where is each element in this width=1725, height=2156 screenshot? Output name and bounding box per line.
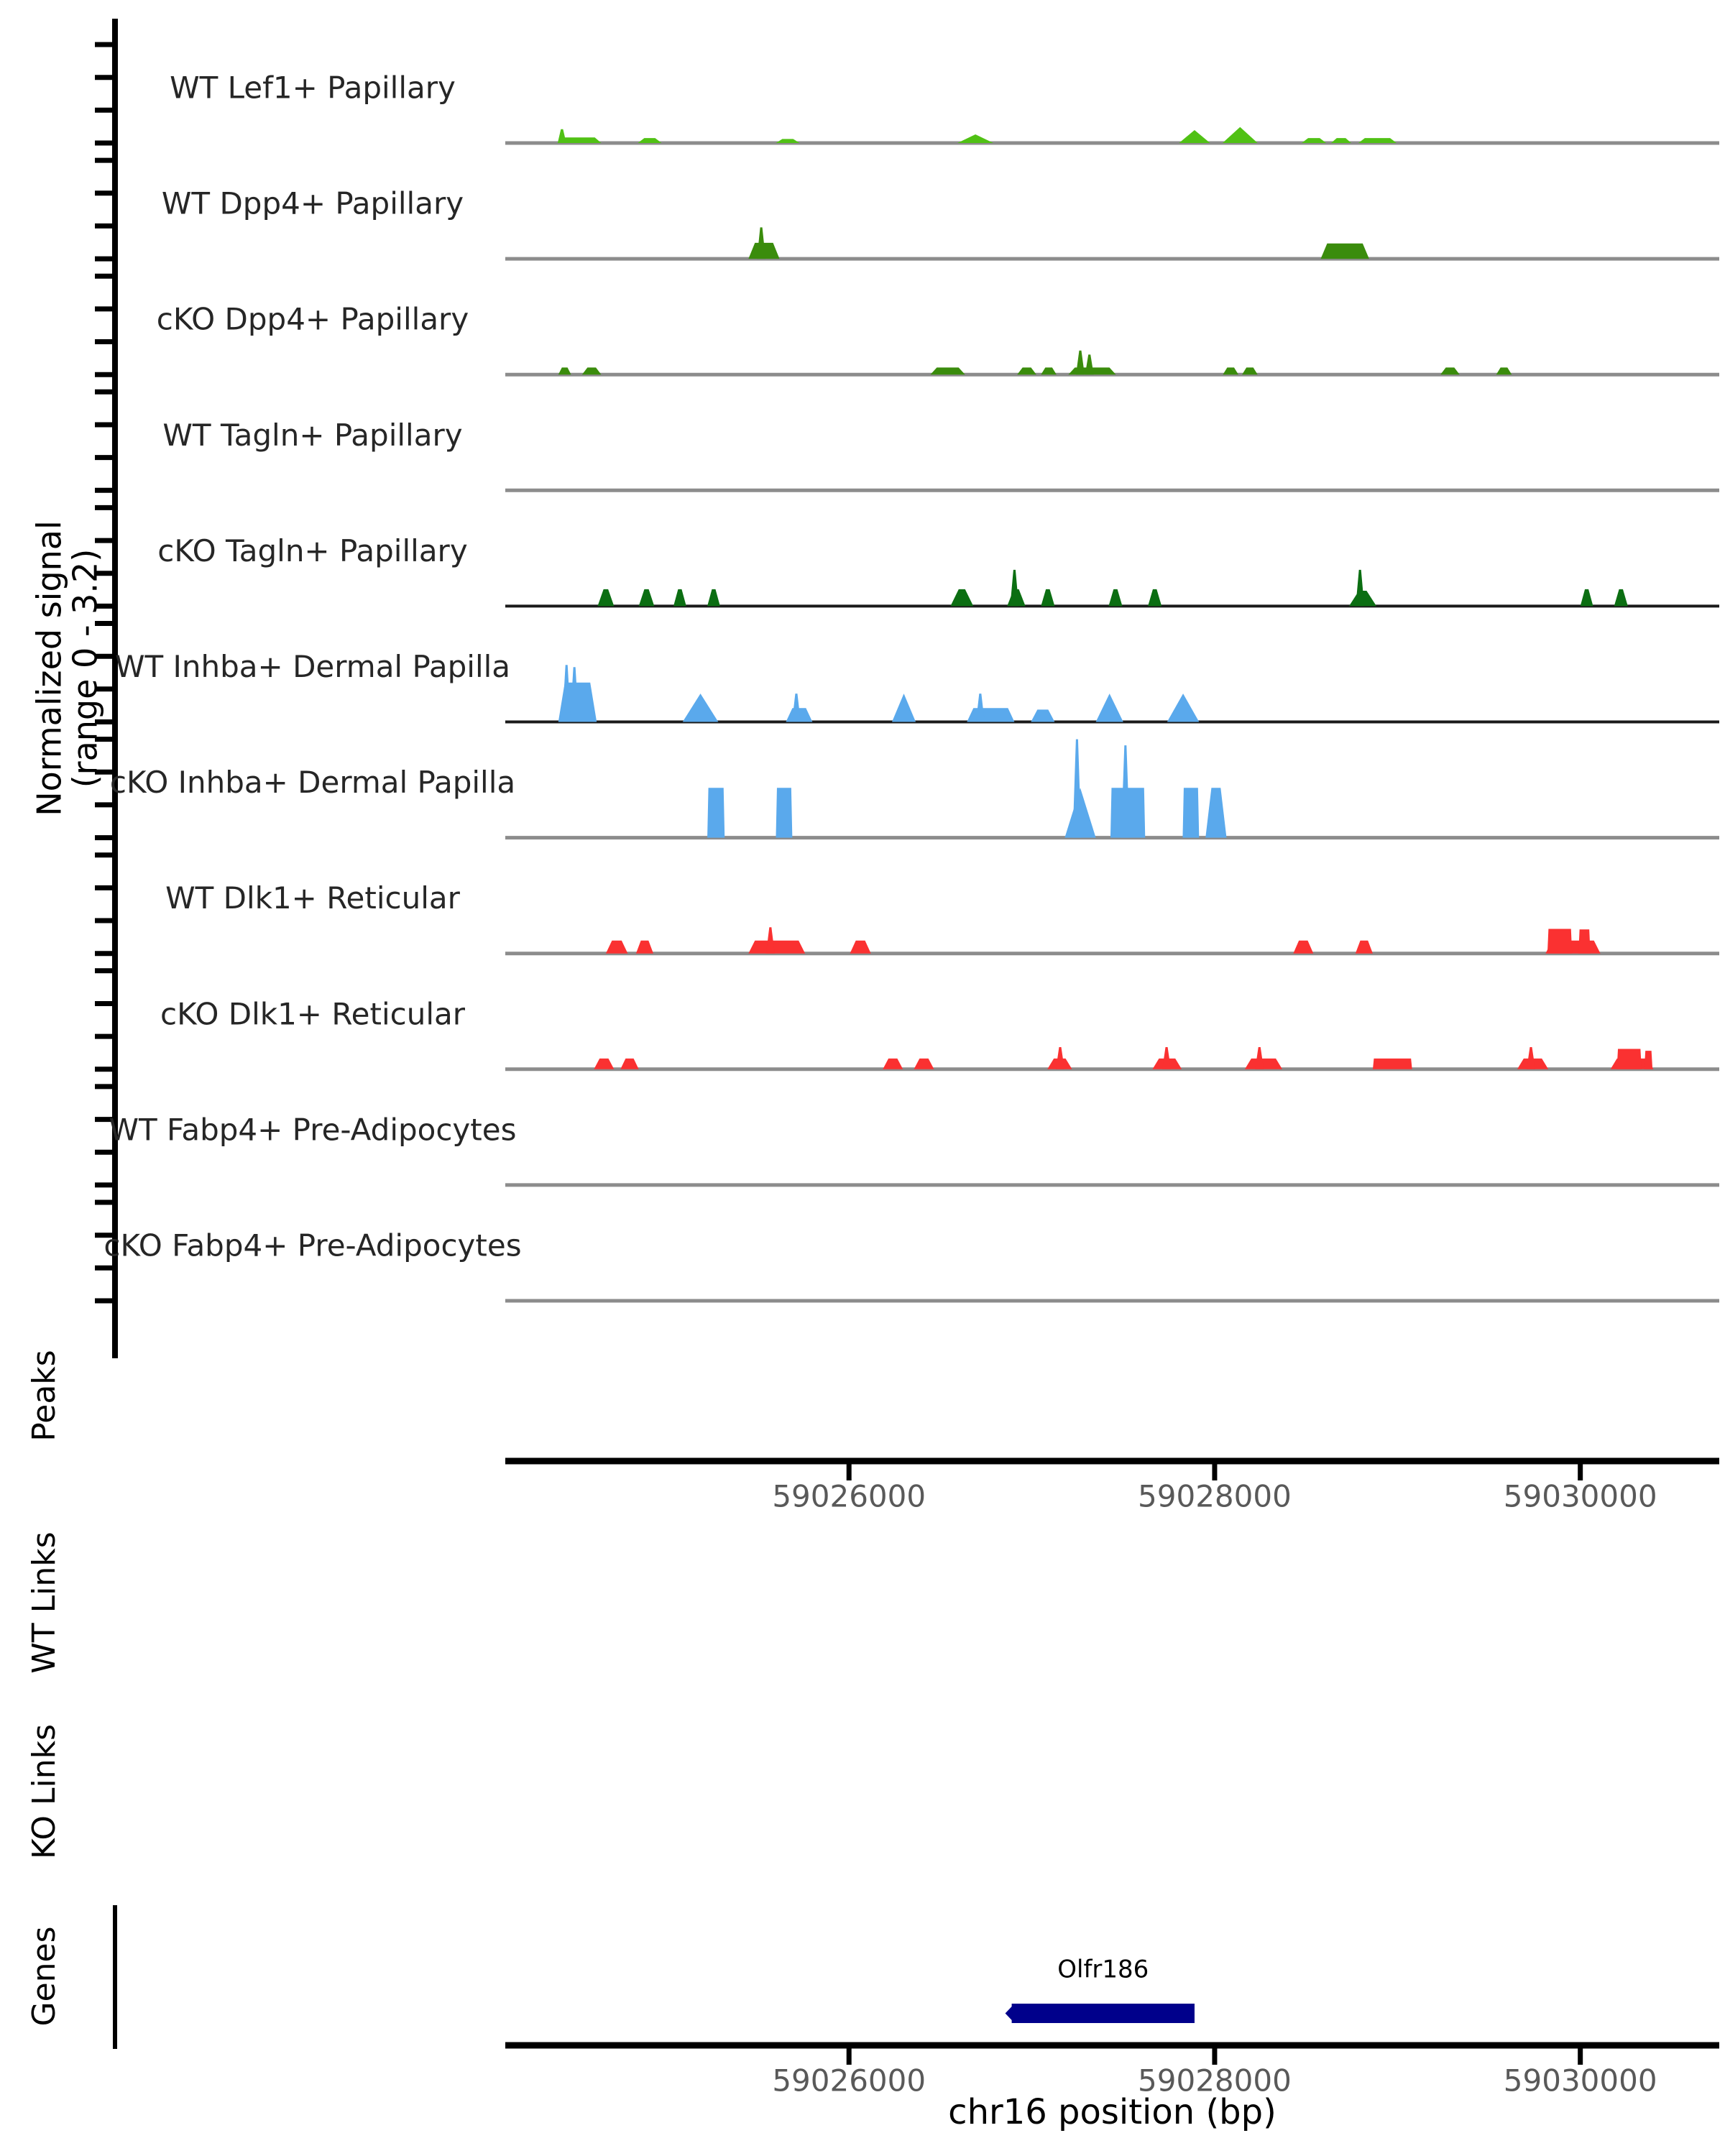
- signal-peak: [594, 1059, 614, 1069]
- signal-peak: [1148, 589, 1162, 607]
- bottom-axis-tick-label: 59030000: [1503, 2063, 1657, 2099]
- signal-peak: [1547, 929, 1572, 953]
- signal-peak-spike: [1162, 1047, 1171, 1069]
- signal-peak-spike: [1527, 1047, 1535, 1069]
- signal-peak: [1617, 1049, 1642, 1069]
- section-label-genes: Genes: [26, 1926, 63, 2027]
- y-axis-label-line2: (range 0 - 3.2): [65, 548, 105, 788]
- signal-peak: [707, 589, 720, 607]
- signal-peak: [1614, 589, 1628, 607]
- signal-peak: [776, 788, 792, 837]
- signal-peak: [883, 1059, 903, 1069]
- signal-peak: [776, 139, 799, 143]
- signal-peak-spike: [766, 927, 775, 953]
- signal-peak: [930, 367, 965, 374]
- gene-label: Olfr186: [1057, 1955, 1149, 1984]
- signal-peak-spike: [1072, 740, 1081, 838]
- signal-peak: [1373, 1059, 1412, 1069]
- signal-peak: [639, 589, 655, 607]
- signal-peak: [1245, 1059, 1282, 1069]
- signal-peak: [1302, 138, 1326, 143]
- signal-peak: [1644, 1051, 1652, 1069]
- signal-peak-spike: [1010, 570, 1018, 607]
- signal-peak: [1223, 127, 1258, 143]
- track-label: cKO Fabp4+ Pre-Adipocytes: [104, 1227, 522, 1263]
- track-label: cKO Inhba+ Dermal Papilla: [109, 765, 516, 801]
- signal-peak-spike: [976, 694, 985, 722]
- signal-peak: [1496, 367, 1512, 374]
- signal-peak: [597, 589, 614, 607]
- signal-peak: [1017, 367, 1036, 374]
- section-label-peaks: Peaks: [26, 1350, 63, 1442]
- signal-peak-spike: [1255, 1047, 1264, 1069]
- peaks-axis-tick-label: 59030000: [1503, 1478, 1657, 1514]
- signal-peak: [957, 134, 993, 143]
- signal-peak: [707, 788, 724, 837]
- signal-peak-spike: [1085, 354, 1094, 374]
- bottom-axis-tick-label: 59028000: [1138, 2063, 1292, 2099]
- signal-peak: [748, 941, 805, 954]
- track-label: cKO Tagln+ Papillary: [157, 533, 468, 568]
- signal-peak: [1440, 367, 1460, 374]
- signal-peak: [1041, 367, 1057, 374]
- peaks-axis-tick-label: 59026000: [772, 1478, 926, 1514]
- signal-peak-spike: [1056, 1047, 1064, 1069]
- signal-peak: [1031, 709, 1054, 722]
- signal-peak: [1041, 589, 1054, 607]
- signal-peak: [620, 1059, 638, 1069]
- signal-peak: [1167, 694, 1200, 722]
- track-label: WT Fabp4+ Pre-Adipocytes: [109, 1112, 517, 1148]
- gene-body-olfr186: [1012, 2004, 1195, 2023]
- signal-peak-spike: [558, 129, 566, 143]
- signal-peak: [638, 138, 661, 143]
- track-label: cKO Dpp4+ Papillary: [156, 301, 469, 337]
- gene-strand-arrow: [1006, 2006, 1013, 2021]
- signal-peak: [1179, 130, 1210, 143]
- signal-peak: [558, 367, 571, 374]
- track-label: cKO Dlk1+ Reticular: [160, 996, 465, 1032]
- track-label: WT Tagln+ Papillary: [162, 417, 463, 453]
- track-label: WT Dlk1+ Reticular: [165, 880, 460, 916]
- signal-peak-spike: [792, 694, 801, 722]
- signal-peak: [1581, 589, 1593, 607]
- signal-peak: [683, 694, 719, 722]
- signal-peak: [582, 367, 602, 374]
- signal-peak: [950, 589, 973, 607]
- signal-peak: [1358, 138, 1397, 143]
- section-label-wt-links: WT Links: [26, 1531, 63, 1674]
- signal-peak: [673, 589, 686, 607]
- signal-peak: [1356, 941, 1373, 954]
- signal-peak: [1205, 788, 1226, 837]
- signal-peak: [1242, 367, 1258, 374]
- track-label: WT Lef1+ Papillary: [170, 70, 456, 106]
- signal-peak: [1096, 694, 1123, 722]
- signal-peak: [1320, 244, 1368, 259]
- track-label: WT Inhba+ Dermal Papilla: [114, 649, 511, 684]
- bottom-axis-tick-label: 59026000: [772, 2063, 926, 2099]
- signal-peak: [1182, 788, 1199, 837]
- signal-peak: [967, 708, 1014, 722]
- signal-peak: [606, 941, 628, 954]
- section-label-ko-links: KO Links: [26, 1723, 63, 1860]
- signal-peak: [1331, 138, 1351, 143]
- signal-peak: [636, 941, 653, 954]
- signal-peak-spike: [1356, 570, 1364, 607]
- signal-peak-spike: [1076, 351, 1085, 374]
- x-axis-label: chr16 position (bp): [948, 2092, 1276, 2132]
- signal-peak: [914, 1059, 934, 1069]
- signal-peak: [1223, 367, 1238, 374]
- signal-peak: [1108, 589, 1122, 607]
- signal-peak: [1293, 941, 1313, 954]
- signal-peak: [1578, 929, 1591, 953]
- signal-peak: [892, 694, 916, 722]
- peaks-axis-tick-label: 59028000: [1138, 1478, 1292, 1514]
- y-axis-label-line1: Normalized signal: [29, 520, 69, 816]
- signal-peak: [850, 941, 870, 954]
- track-label: WT Dpp4+ Papillary: [161, 185, 464, 221]
